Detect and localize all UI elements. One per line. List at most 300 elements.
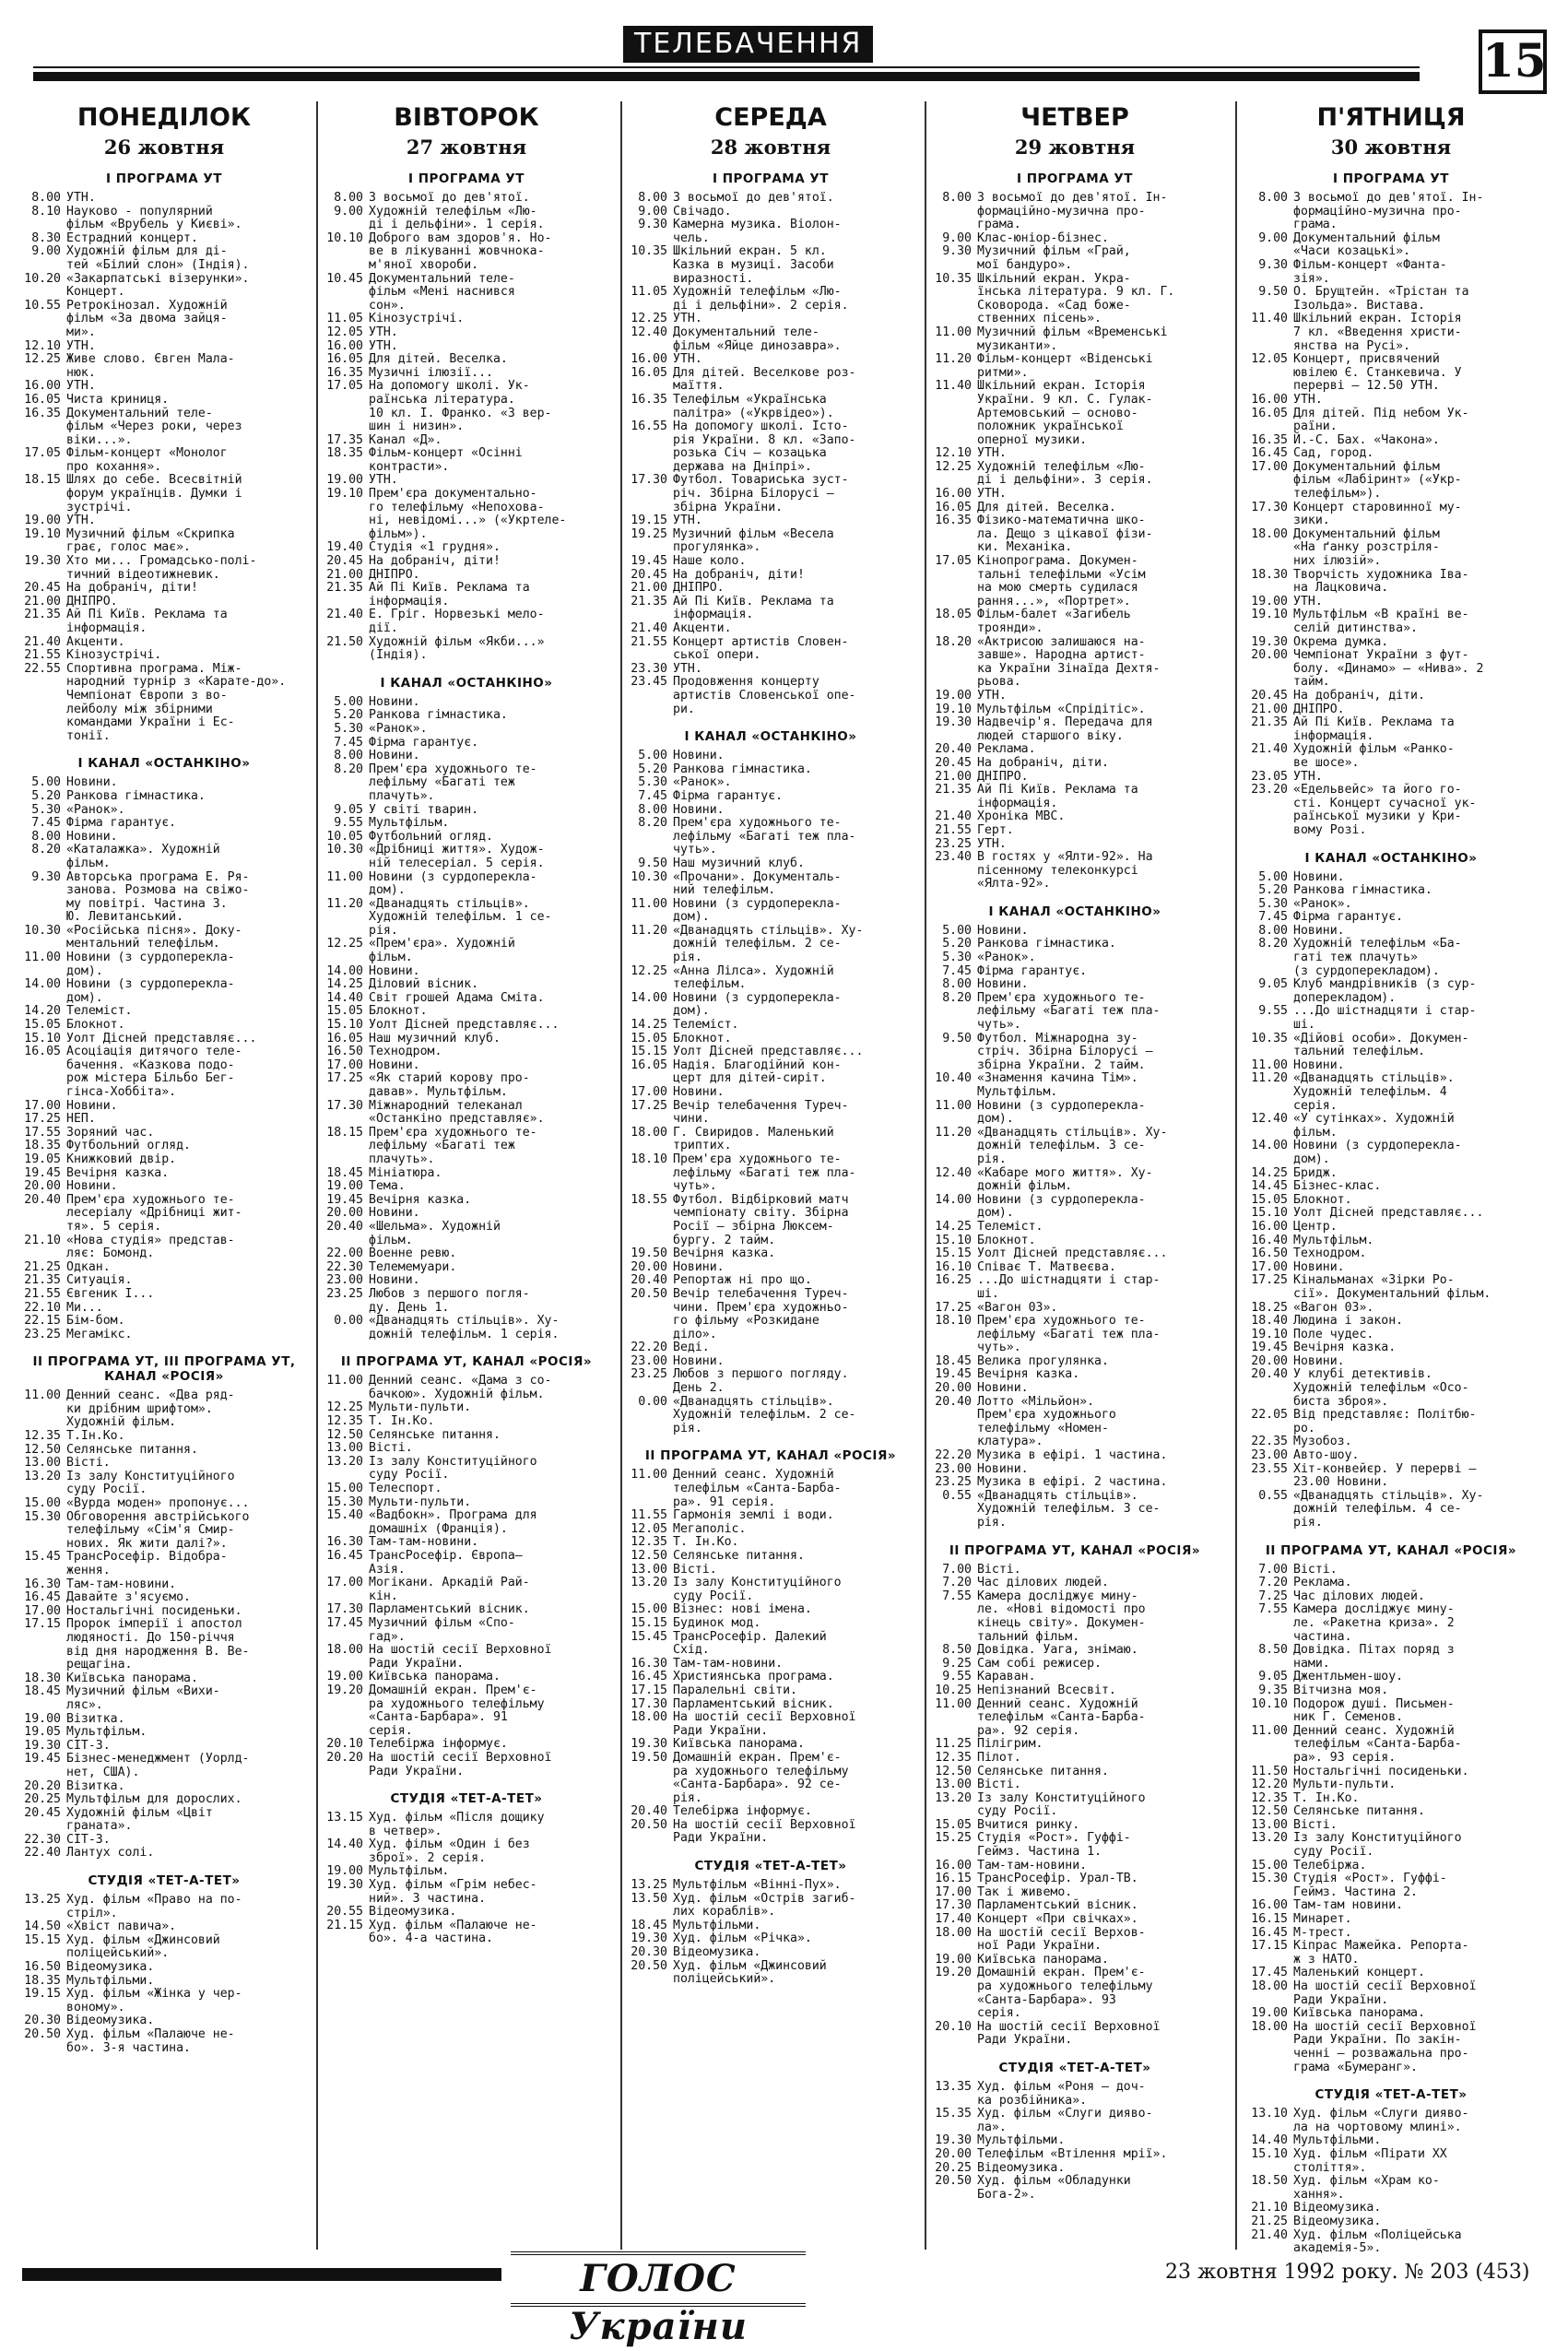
programme-title: ла». <box>977 2120 1007 2134</box>
programme-title: плачуть». <box>369 788 435 803</box>
programme-listing <box>22 1646 306 1660</box>
programme-time: 11.20 <box>1251 1071 1288 1086</box>
programme-title: Камера досліджує мину- <box>977 1589 1138 1603</box>
column-divider <box>620 101 622 2250</box>
programme-title: Новини. <box>369 694 420 709</box>
programme-listing <box>629 1879 913 1893</box>
programme-title: Так і живемо. <box>977 1884 1073 1899</box>
programme-title: Новини. <box>673 1353 725 1368</box>
programme-title: дом). <box>369 883 406 898</box>
programme-title: Довідка. Уага, знімаю. <box>977 1643 1138 1658</box>
programme-title: З восьмої до дев'ятої. Ін- <box>1293 191 1484 205</box>
programme-time: 8.30 <box>31 230 61 245</box>
programme-title: биста зброя». <box>1293 1394 1389 1409</box>
programme-title: Концерт, присвячений <box>1293 352 1440 367</box>
programme-title: Художній фільм для ді- <box>66 244 228 259</box>
programme-title: «У сутінках». Художній <box>1293 1112 1455 1127</box>
programme-listing <box>1249 313 1533 326</box>
programme-time: 13.35 <box>935 2079 972 2094</box>
programme-title: Там-там-новини. <box>977 1858 1088 1873</box>
programme-title: «Дванадцять стільців». Ху- <box>1293 1488 1484 1503</box>
programme-listing <box>1249 569 1533 583</box>
programme-title: Одкан. <box>66 1259 111 1274</box>
programme-title: Науково - популярний <box>66 204 213 219</box>
programme-time: 11.20 <box>935 1125 972 1140</box>
programme-time: 19.00 <box>326 1864 363 1879</box>
programme-title: суду Росії. <box>66 1483 147 1497</box>
programme-listing <box>933 394 1217 408</box>
programme-listing <box>1249 1341 1533 1355</box>
programme-time: 0.55 <box>942 1488 972 1503</box>
programme-title: Мультфільм. <box>977 1085 1058 1099</box>
programme-title: ювілею Є. Станкевича. У <box>1293 365 1462 380</box>
programme-listing <box>629 326 913 340</box>
programme-listing <box>629 1644 913 1658</box>
programme-listing <box>1249 992 1533 1006</box>
programme-listing <box>1249 206 1533 219</box>
programme-listing <box>629 541 913 555</box>
programme-listing <box>1249 1288 1533 1302</box>
programme-time: 21.25 <box>24 1259 61 1274</box>
programme-title: Фільм-балет «Загибель <box>977 608 1131 622</box>
programme-title: Ай Пі Київ. Реклама та <box>673 594 834 608</box>
programme-title: Непізнаний Всесвіт. <box>977 1683 1116 1697</box>
programme-title: ження. <box>66 1564 111 1577</box>
programme-listing <box>22 965 306 979</box>
programme-title: Прем'єра художнього те- <box>977 1314 1146 1329</box>
programme-time: 19.10 <box>1251 608 1288 622</box>
programme-listing <box>933 1994 1217 2008</box>
programme-title: оперної музики. <box>977 432 1088 447</box>
programme-title: Давайте з'ясуємо. <box>66 1590 191 1605</box>
programme-time: 19.00 <box>1251 2006 1288 2021</box>
programme-title: Блокнот. <box>977 1233 1036 1247</box>
programme-listing <box>22 569 306 583</box>
programme-time: 7.45 <box>334 735 363 750</box>
programme-listing <box>933 273 1217 287</box>
programme-time: 5.30 <box>31 802 61 817</box>
programme-title: Ранкова гімнастика. <box>673 762 812 776</box>
programme-time: 12.35 <box>935 1750 972 1765</box>
programme-listing <box>324 1812 608 1825</box>
programme-time: 13.20 <box>1251 1831 1288 1846</box>
programme-listing <box>933 1341 1217 1355</box>
programme-title: Подорож душі. Письмен- <box>1293 1696 1455 1711</box>
programme-listing <box>1249 1127 1533 1140</box>
programme-title: телефільм «Санта-Барба- <box>1293 1737 1462 1752</box>
programme-listing <box>1249 1564 1533 1577</box>
programme-time: 21.10 <box>1251 2201 1288 2215</box>
programme-title: раїни. <box>1293 419 1338 434</box>
programme-listing <box>629 1792 913 1806</box>
programme-listing <box>324 857 608 871</box>
programme-time: 13.00 <box>326 1441 363 1456</box>
programme-listing <box>324 1072 608 1086</box>
programme-listing <box>933 1221 1217 1235</box>
programme-time: 20.45 <box>326 554 363 569</box>
programme-title: рож містера Більбо Бег- <box>66 1071 235 1086</box>
programme-title: Ситуація. <box>66 1273 133 1288</box>
programme-listing <box>629 245 913 259</box>
programme-listing <box>933 1490 1217 1504</box>
programme-title: Любов з першого погляду. <box>673 1367 849 1382</box>
programme-title: «Закарпатські візерунки». <box>66 271 250 286</box>
programme-title: болу. «Динамо» — «Нива». 2 <box>1293 661 1484 676</box>
programme-title: ри. <box>673 702 695 716</box>
programme-title: телефільму «Номен- <box>977 1421 1109 1435</box>
programme-listing <box>933 1671 1217 1684</box>
channel-heading: І ПРОГРАМА УТ <box>1016 171 1134 186</box>
programme-listing <box>22 1713 306 1727</box>
programme-title: про кохання». <box>66 459 162 474</box>
programme-listing <box>1249 474 1533 488</box>
programme-time: 21.35 <box>24 608 61 622</box>
programme-listing <box>22 1471 306 1484</box>
programme-title: Вечірня казка. <box>977 1367 1080 1382</box>
programme-listing <box>629 1207 913 1221</box>
programme-title: лефільму «Багаті теж пла- <box>977 1327 1161 1341</box>
programme-listing <box>324 1127 608 1140</box>
programme-title: Візитка. <box>66 1711 125 1726</box>
programme-title: Студія «Рост». Гуффі- <box>977 1831 1131 1846</box>
programme-time: 16.35 <box>631 392 667 407</box>
programme-listing <box>933 649 1217 663</box>
programme-listing <box>22 831 306 845</box>
programme-listing <box>1249 1517 1533 1530</box>
programme-time: 19.00 <box>935 688 972 703</box>
programme-title: фільм. <box>369 1233 413 1247</box>
programme-listing <box>629 1315 913 1329</box>
programme-listing <box>22 434 306 448</box>
programme-title: зброї». 2 серія. <box>369 1850 487 1865</box>
programme-time: 8.00 <box>31 829 61 844</box>
programme-time: 19.45 <box>1251 1341 1288 1355</box>
programme-time: 19.00 <box>24 1711 61 1726</box>
programme-listing <box>1249 1382 1533 1396</box>
programme-time: 16.15 <box>1251 1912 1288 1927</box>
programme-listing <box>22 488 306 502</box>
programme-title: церт для дітей-сиріт. <box>673 1071 827 1086</box>
programme-listing <box>22 1033 306 1046</box>
programme-listing <box>933 2021 1217 2035</box>
programme-time: 15.10 <box>1251 1206 1288 1221</box>
programme-listing <box>629 871 913 885</box>
programme-title: На добраніч, діти. <box>1293 688 1425 703</box>
programme-listing <box>22 286 306 300</box>
programme-title: Т.Ін.Ко. <box>66 1429 125 1444</box>
programme-listing <box>324 951 608 965</box>
programme-listing <box>1249 528 1533 542</box>
programme-time: 19.30 <box>326 1878 363 1893</box>
programme-listing <box>1249 2202 1533 2215</box>
programme-listing <box>1249 420 1533 434</box>
programme-title: М-трест. <box>1293 1925 1352 1940</box>
programme-time: 14.25 <box>935 1219 972 1234</box>
programme-listing <box>324 978 608 992</box>
programme-time: 15.05 <box>24 1018 61 1033</box>
programme-listing <box>933 965 1217 979</box>
programme-time: 18.00 <box>631 1125 667 1140</box>
programme-title: З восьмої до дев'ятої. Ін- <box>977 191 1168 205</box>
programme-title: Телеміст. <box>66 1004 133 1019</box>
programme-listing <box>22 1920 306 1934</box>
programme-title: Денний сеанс. Художній <box>673 1468 834 1483</box>
programme-listing <box>629 1396 913 1410</box>
programme-title: «Дванадцять стільців». Ху- <box>673 923 864 938</box>
programme-title: Авторська програма Е. Ря- <box>66 869 250 884</box>
programme-listing <box>22 474 306 488</box>
programme-time: 19.20 <box>935 1966 972 1980</box>
programme-listing <box>933 1449 1217 1463</box>
programme-title: рія. <box>1293 1516 1323 1530</box>
programme-title: (з сурдоперекладом). <box>1293 963 1440 978</box>
programme-title: Шкільний екран. Укра- <box>977 271 1131 286</box>
programme-time: 12.25 <box>326 1400 363 1415</box>
programme-time: 15.00 <box>326 1482 363 1496</box>
programme-listing <box>22 1207 306 1221</box>
programme-listing <box>324 1429 608 1443</box>
programme-time: 0.00 <box>638 1394 667 1409</box>
programme-listing <box>629 1072 913 1086</box>
programme-title: Візитка. <box>66 1778 125 1793</box>
programme-listing <box>629 1617 913 1631</box>
programme-time: 16.05 <box>631 1057 667 1072</box>
programme-title: УТН. <box>1293 392 1323 407</box>
programme-listing <box>1249 1113 1533 1127</box>
programme-listing <box>1249 340 1533 354</box>
programme-time: 15.05 <box>631 1031 667 1046</box>
programme-title: Акценти. <box>673 621 732 635</box>
programme-title: рія. <box>673 1790 702 1805</box>
programme-listing <box>629 1658 913 1672</box>
programme-listing <box>1249 743 1533 757</box>
programme-time: 12.50 <box>935 1764 972 1778</box>
programme-title: ла на чортовому млині». <box>1293 2120 1462 2134</box>
programme-time: 12.35 <box>631 1535 667 1550</box>
programme-time: 11.50 <box>1251 1764 1288 1778</box>
programme-title: Канал «Д». <box>369 432 442 447</box>
programme-listing <box>933 878 1217 892</box>
programme-title: дом). <box>673 1004 710 1019</box>
programme-title: ле. «Ракетна криза». 2 <box>1293 1615 1455 1630</box>
programme-time: 18.45 <box>631 1918 667 1932</box>
programme-listing <box>629 1247 913 1261</box>
programme-listing <box>22 1934 306 1948</box>
programme-title: лейболу між збірними <box>66 702 213 716</box>
programme-title: нових. Як жити далі?». <box>66 1536 228 1551</box>
programme-listing <box>933 771 1217 785</box>
programme-title: «Ранок». <box>977 951 1036 965</box>
programme-title: інформація. <box>1293 728 1374 743</box>
programme-listing <box>933 1846 1217 1860</box>
programme-title: ла. Дещо з цікавої фізи- <box>977 526 1153 541</box>
programme-time: 11.00 <box>326 869 363 884</box>
programme-time: 18.15 <box>24 473 61 488</box>
programme-listing <box>22 1389 306 1403</box>
programme-listing <box>933 569 1217 583</box>
programme-title: Телебіржа. <box>1293 1858 1367 1873</box>
programme-time: 9.55 <box>1258 1004 1288 1019</box>
programme-time: 17.30 <box>631 473 667 488</box>
programme-listing <box>1249 1072 1533 1086</box>
programme-title: Фільм-концерт «Фанта- <box>1293 257 1447 272</box>
programme-time: 19.45 <box>326 1192 363 1207</box>
programme-title: Мегаполіс. <box>673 1521 747 1536</box>
programme-time: 17.25 <box>935 1300 972 1315</box>
programme-listing <box>933 1409 1217 1423</box>
programme-title: «Едельвейс» та його го- <box>1293 783 1462 797</box>
programme-time: 14.00 <box>326 963 363 978</box>
day-column <box>629 98 913 2248</box>
programme-time: 5.00 <box>31 775 61 790</box>
programme-listing <box>324 1388 608 1402</box>
programme-title: Художній телефільм. 1 се- <box>369 910 552 925</box>
programme-title: Там-там-новини. <box>369 1535 479 1550</box>
programme-title: Ранкова гімнастика. <box>1293 883 1432 898</box>
programme-listing <box>933 1577 1217 1590</box>
programme-listing <box>1249 1207 1533 1221</box>
programme-title: Музичний фільм «Спо- <box>369 1615 515 1630</box>
programme-time: 7.00 <box>942 1562 972 1577</box>
programme-title: Новини (з сурдоперекла- <box>977 1192 1146 1207</box>
programme-listing <box>1249 192 1533 206</box>
programme-title: ра». 92 серія. <box>977 1723 1080 1738</box>
programme-listing <box>22 1632 306 1646</box>
programme-listing <box>629 1832 913 1846</box>
programme-title: «Часи козацькі». <box>1293 244 1411 259</box>
programme-title: рещагіна. <box>66 1658 133 1672</box>
programme-time: 17.00 <box>631 1085 667 1099</box>
programme-listing <box>1249 2215 1533 2229</box>
programme-title: Худ. фільм «Пірати XX <box>1293 2146 1447 2161</box>
programme-title: сії». Документальний фільм. <box>1293 1286 1491 1301</box>
programme-listing <box>629 380 913 394</box>
programme-title: Музичний фільм «Временські <box>977 325 1168 339</box>
programme-title: Акценти. <box>66 634 125 649</box>
programme-title: «Дванадцять стільців». <box>1293 1071 1455 1086</box>
programme-time: 7.55 <box>1258 1602 1288 1617</box>
programme-title: Мультфільми. <box>673 1918 761 1932</box>
programme-listing <box>324 1167 608 1181</box>
programme-title: тальний телефільм. <box>1293 1045 1425 1059</box>
programme-listing <box>933 1658 1217 1672</box>
programme-listing <box>629 663 913 677</box>
programme-time: 18.25 <box>1251 1300 1288 1315</box>
programme-time: 12.10 <box>24 338 61 353</box>
programme-listing <box>324 313 608 326</box>
programme-listing <box>933 2189 1217 2203</box>
programme-time: 19.45 <box>935 1367 972 1382</box>
programme-listing <box>1249 1005 1533 1019</box>
programme-listing <box>22 790 306 804</box>
programme-time: 22.30 <box>24 1832 61 1847</box>
programme-listing <box>324 1738 608 1752</box>
day-name: П'ЯТНИЦЯ <box>1316 103 1466 132</box>
programme-time: 18.10 <box>935 1314 972 1329</box>
programme-listing <box>933 716 1217 730</box>
programme-listing <box>933 1805 1217 1819</box>
programme-listing <box>933 743 1217 757</box>
programme-listing <box>324 1401 608 1415</box>
programme-listing <box>1249 1302 1533 1316</box>
programme-title: УТН. <box>977 446 1007 461</box>
programme-listing <box>629 925 913 939</box>
programme-listing <box>629 340 913 354</box>
programme-listing <box>22 1685 306 1699</box>
programme-listing <box>629 1973 913 1987</box>
programme-title: ДНІПРО. <box>977 769 1029 784</box>
programme-time: 20.25 <box>935 2160 972 2175</box>
programme-title: України. 9 кл. С. Гулак- <box>977 392 1153 407</box>
programme-title: Фірма гарантує. <box>1293 910 1404 925</box>
programme-time: 23.00 <box>631 1353 667 1368</box>
programme-listing <box>22 1019 306 1033</box>
programme-title: Чемпіонат України з фут- <box>1293 648 1469 663</box>
programme-title: Із залу Конституційного <box>977 1790 1146 1805</box>
programme-title: Новини. <box>66 775 118 790</box>
programme-listing <box>324 776 608 790</box>
programme-time: 17.40 <box>935 1912 972 1927</box>
programme-time: 12.20 <box>1251 1778 1288 1792</box>
programme-listing <box>629 1180 913 1194</box>
programme-title: «Дійові особи». Докумен- <box>1293 1031 1469 1046</box>
programme-title: Вечірня казка. <box>1293 1341 1397 1355</box>
programme-listing <box>324 884 608 898</box>
programme-time: 11.00 <box>631 896 667 911</box>
programme-listing <box>1249 2189 1533 2203</box>
programme-listing <box>22 1618 306 1632</box>
programme-title: Геймз. Частина 2. <box>1293 1884 1418 1899</box>
programme-title: «Кабаре мого життя». Ху- <box>977 1165 1153 1180</box>
programme-title: Денний сеанс. «Дама з со- <box>369 1374 552 1388</box>
programme-time: 16.00 <box>935 1858 972 1873</box>
programme-title: Камера досліджує мину- <box>1293 1602 1455 1617</box>
programme-time: 9.30 <box>638 218 667 232</box>
programme-listing <box>22 1659 306 1672</box>
programme-listing <box>629 1920 913 1933</box>
programme-title: ментальний телефільм. <box>66 937 220 951</box>
programme-title: рія. <box>673 1421 702 1435</box>
programme-title: телефільм. <box>673 977 747 992</box>
programme-listing <box>629 192 913 206</box>
programme-title: Клуб мандрівників (з сур- <box>1293 977 1477 992</box>
programme-listing <box>629 1766 913 1779</box>
programme-time: 19.10 <box>326 487 363 502</box>
programme-title: Селянське питання. <box>369 1427 501 1442</box>
programme-listing <box>324 1207 608 1221</box>
programme-listing <box>1249 898 1533 912</box>
programme-listing <box>1249 1846 1533 1860</box>
programme-title: Там-там-новини. <box>66 1577 177 1591</box>
programme-title: ляє: Бомонд. <box>66 1246 155 1261</box>
programme-time: 20.50 <box>935 2174 972 2189</box>
programme-listing <box>933 838 1217 852</box>
programme-listing <box>629 951 913 965</box>
programme-listing <box>22 1153 306 1167</box>
programme-title: ді і дельфіни». 2 серія. <box>673 298 849 313</box>
programme-listing <box>629 1033 913 1046</box>
programme-time: 23.25 <box>24 1327 61 1341</box>
programme-listing <box>324 232 608 246</box>
programme-title: чуть». <box>977 1341 1021 1355</box>
programme-listing <box>1249 2007 1533 2021</box>
programme-listing <box>324 1725 608 1739</box>
programme-time: 19.30 <box>631 1737 667 1752</box>
programme-time: 17.00 <box>1251 1259 1288 1274</box>
programme-title: На шостій сесії Верхов- <box>977 1925 1146 1940</box>
programme-listing <box>629 313 913 326</box>
programme-listing <box>933 925 1217 939</box>
